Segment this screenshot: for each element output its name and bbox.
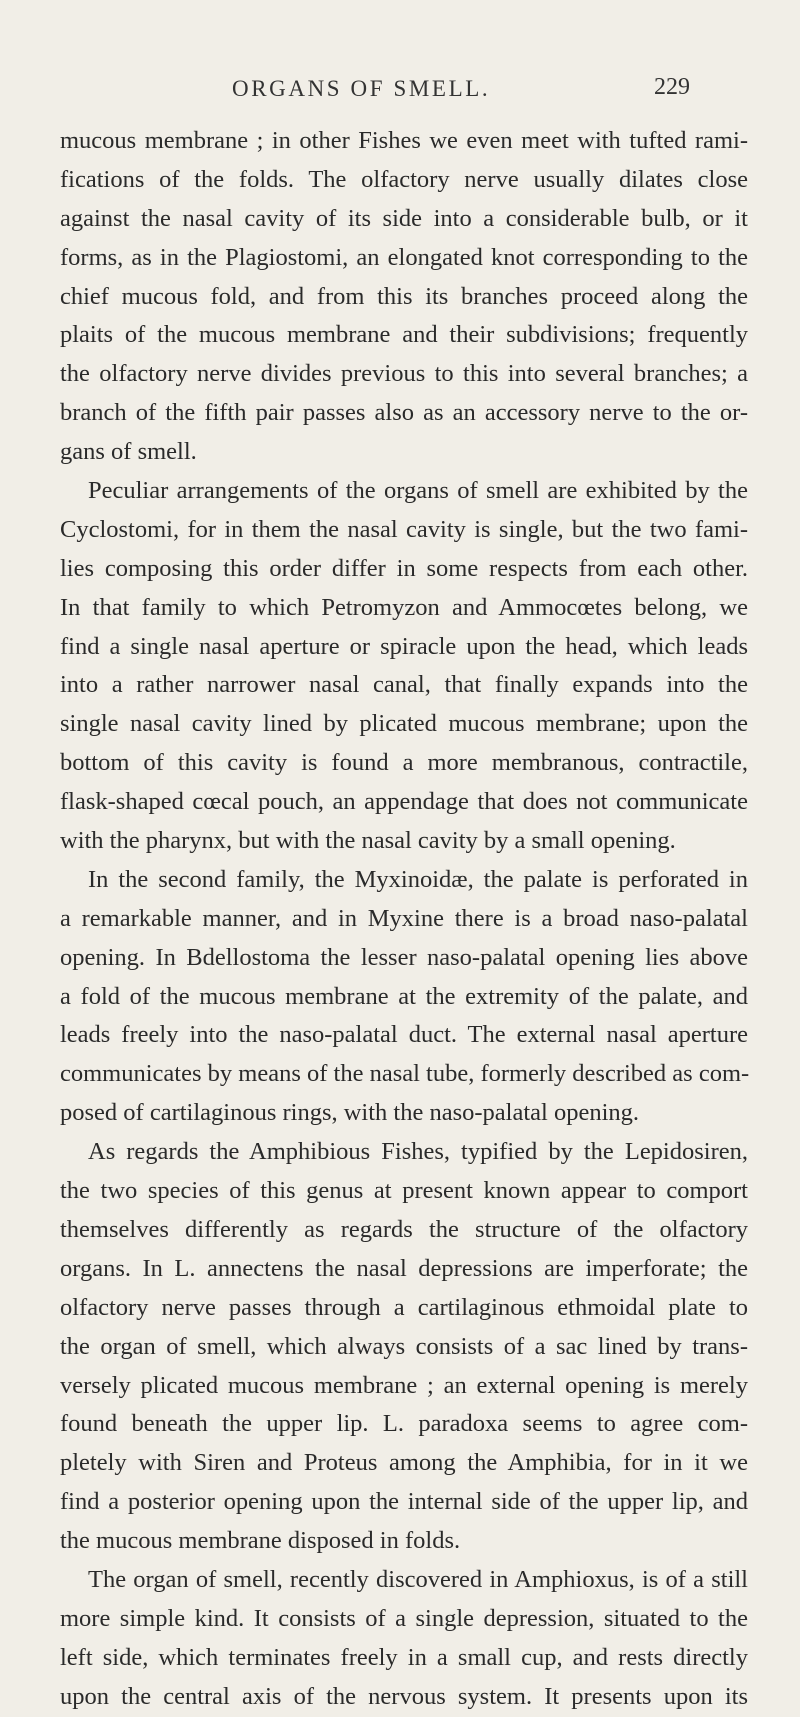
text-line: pletely with Siren and Proteus among the Amphibia, for in it we xyxy=(60,1449,748,1477)
text-line: versely plicated mucous membrane ; an external opening is merely xyxy=(60,1371,748,1399)
text-line: left side, which terminates freely in a small cup, and rests directly xyxy=(60,1643,748,1671)
text-line: the organ of smell, which always consists of a sac lined by trans- xyxy=(60,1332,748,1360)
text-line: In the second family, the Myxinoidæ, the palate is perforated in xyxy=(88,865,748,893)
text-line: the two species of this genus at present known appear to comport xyxy=(60,1177,748,1205)
text-line: the mucous membrane disposed in folds. xyxy=(60,1527,461,1555)
text-line: opening. In Bdellostoma the lesser naso-palatal opening lies above xyxy=(60,943,748,971)
text-line: with the pharynx, but with the nasal cavity by a small opening. xyxy=(60,827,676,855)
text-line: communicates by means of the nasal tube, formerly described as com- xyxy=(60,1060,750,1088)
text-line: Peculiar arrangements of the organs of smell are exhibited by the xyxy=(88,477,748,505)
text-line: olfactory nerve passes through a cartilaginous ethmoidal plate to xyxy=(60,1293,748,1321)
text-line: organs. In L. annectens the nasal depressions are imperforate; the xyxy=(60,1254,748,1282)
text-line: more simple kind. It consists of a single depression, situated to the xyxy=(60,1604,748,1632)
text-line: against the nasal cavity of its side into a considerable bulb, or it xyxy=(60,204,748,232)
text-line: plaits of the mucous membrane and their subdivisions; frequently xyxy=(60,321,748,349)
text-line: upon the central axis of the nervous system. It presents upon its xyxy=(60,1682,748,1710)
text-line: a remarkable manner, and in Myxine there is a broad naso-palatal xyxy=(60,904,748,932)
text-line: Cyclostomi, for in them the nasal cavity is single, but the two fami- xyxy=(60,515,748,543)
text-line: forms, as in the Plagiostomi, an elongated knot corresponding to the xyxy=(60,243,748,271)
body-text xyxy=(60,122,748,1717)
text-line: chief mucous fold, and from this its branches proceed along the xyxy=(60,282,748,310)
text-line: themselves differently as regards the structure of the olfactory xyxy=(60,1215,748,1243)
text-line: a fold of the mucous membrane at the extremity of the palate, and xyxy=(60,982,748,1010)
text-line: In that family to which Petromyzon and Ammocœtes belong, we xyxy=(60,593,748,621)
text-line: lies composing this order differ in some respects from each other. xyxy=(60,554,748,582)
text-line: single nasal cavity lined by plicated mucous membrane; upon the xyxy=(60,710,748,738)
text-line: leads freely into the naso-palatal duct. The external nasal aperture xyxy=(60,1021,748,1049)
text-line: flask-shaped cœcal pouch, an appendage that does not communicate xyxy=(60,788,748,816)
text-line: find a posterior opening upon the internal side of the upper lip, and xyxy=(60,1488,748,1516)
text-line: fications of the folds. The olfactory nerve usually dilates close xyxy=(60,165,748,193)
running-title: ORGANS OF SMELL. xyxy=(232,76,491,101)
text-line: bottom of this cavity is found a more membranous, contractile, xyxy=(60,749,748,777)
page-number: 229 xyxy=(654,74,690,100)
text-line: the olfactory nerve divides previous to this into several branches; a xyxy=(60,360,748,388)
text-line: The organ of smell, recently discovered in Amphioxus, is of a still xyxy=(88,1565,748,1593)
text-line: gans of smell. xyxy=(60,438,197,466)
text-line: mucous membrane ; in other Fishes we even meet with tufted rami- xyxy=(60,127,748,154)
text-line: branch of the fifth pair passes also as an accessory nerve to the or- xyxy=(60,399,748,427)
text-line: into a rather narrower nasal canal, that finally expands into the xyxy=(60,671,748,699)
text-line: As regards the Amphibious Fishes, typified by the Lepidosiren, xyxy=(88,1138,748,1166)
text-line: find a single nasal aperture or spiracle upon the head, which leads xyxy=(60,632,748,660)
text-line: found beneath the upper lip. L. paradoxa seems to agree com- xyxy=(60,1410,748,1438)
text-line: posed of cartilaginous rings, with the naso-palatal opening. xyxy=(60,1099,640,1127)
